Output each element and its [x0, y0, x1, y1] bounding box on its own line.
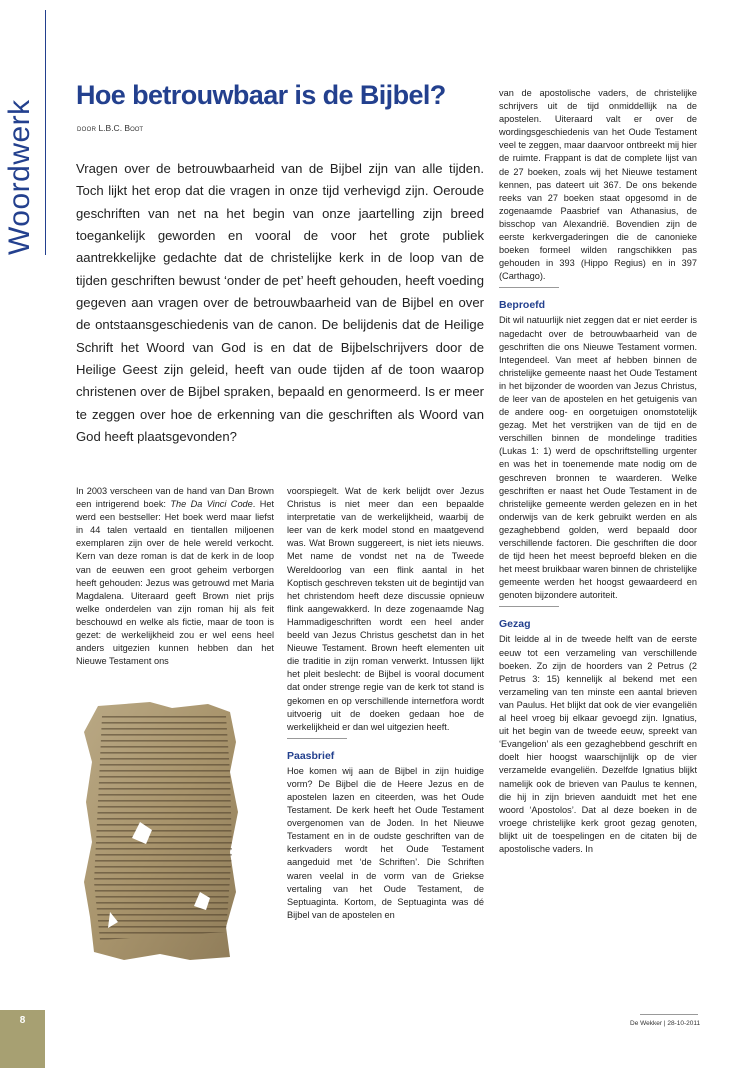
footer-rule: [640, 1014, 698, 1015]
book-title: The Da Vinci Code: [170, 499, 253, 510]
subheading-paasbrief: Paasbrief: [287, 749, 335, 762]
subheading-beproefd: Beproefd: [499, 299, 546, 312]
heading-rule: [499, 606, 559, 607]
col1-text-before: In 2003 verscheen van de hand van Dan Brown een intrigerend boek:: [76, 486, 274, 510]
column-2: [287, 485, 484, 922]
column-3-paragraph-2: Dit wil natuurlijk niet zeggen dat er niet eerder is nagedacht over de betrouwbaarheid van de geschriften die ons Nieuwe Testament vormen. Integendeel. Van meet af hebben binnen de christelijke gemeente naast het Oude Testament in het bijzonder de woorden van Jezus Christus, de leer van de apostelen en het getuigenis van de andere oog- en oorgetuigen onomstotelijk gezag. Met het verstrijken van de tijd en de verschillen binnen de mondelinge tradities (Lukas 1: 1) werd de opschriftstelling urgenter en was het in toenemende mate nodig om de geschreven bronnen te waarderen. Welke geschriften er naast het Oude Testament in de christelijke gemeente werden gelezen en in het onderwijs van de kerk gebruikt werden en als gezaghebbend golden, werd bepaald door verschillende factoren. Die geschriften die door de tijd heen het meest beproefd bleken en die het meest bruikbaar waren binnen de christelijke gemeente werden het hoogst gewaardeerd en genoten bijzondere autoriteit.: [499, 315, 697, 601]
page-number: 8: [19, 1015, 26, 1026]
section-rule: [45, 10, 46, 255]
papyrus-fragment-image: [80, 702, 240, 962]
subheading-gezag: Gezag: [499, 618, 531, 631]
heading-rule: [287, 738, 347, 739]
section-label: Woordwerk: [3, 99, 36, 255]
column-3-paragraph-1: van de apostolische vaders, de christelijke schrijvers uit de tijd onmiddellijk na de apostelen. Uiteraard valt er over de wordingsgeschiedenis van het Oude Testament veel te zeggen, maar daarvoor ontbreekt mij hier de ruimte. Frappant is dat de complete lijst van de 27 boeken, zoals wij het Nieuwe testament kennen, pas dateert uit 367. De ons bekende reeks van 27 boeken staat opgesomd in de zogenaamde Paasbrief van Athanasius, de bisschop van Alexandrië. Bovendien zijn de eerste kerkvergaderingen die de canonieke boeken formeel wilden rangschikken pas gehouden in 393 (Hippo Regius) en in 397 (Carthago).: [499, 88, 697, 282]
column-3: [499, 87, 697, 856]
footer-publication: De Wekker | 28-10-2011: [630, 1020, 701, 1027]
article-title: Hoe betrouwbaar is de Bijbel?: [76, 80, 446, 110]
column-3-paragraph-3: Dit leidde al in de tweede helft van de eerste eeuw tot een verzameling van verschillende boeken. Zo zijn de hoorders van 2 Petrus (2 Petrus 3: 15) kennelijk al bekend met een verzameling van ten minste een aantal brieven van Paulus. Het blijkt dat ook de vier evangeliën al heel vroeg bij elkaar gevoegd zijn. Ignatius, uit het begin van de tweede eeuw, spreekt van ‘Evangelion’ als een gezaghebbend geschrift en doelt hier hoogst waarschijnlijk op de vier verzamelde evangeliën. Dezelfde Ignatius blijkt namelijk ook de brieven van Paulus te kennen, die hij in zijn brieven aanduidt met het ene woord ‘Apostolos’. Dat al deze boeken in de vroege christelijke kerk groot gezag genoten, blijkt uit de toespelingen en de citaten bij de apostolische vaders. In: [499, 634, 697, 854]
column-1-paragraph: [76, 485, 274, 668]
byline: [77, 123, 143, 133]
byline-prefix: DOOR: [77, 127, 97, 133]
column-2-paragraph-2: Hoe komen wij aan de Bijbel in zijn huidige vorm? De Bijbel die de Heere Jezus en de apostelen lazen en citeerden, was het Oude Testament. De kerk heeft het Oude Testament overgenomen van de Joden. In het Nieuwe Testament en in de oudste geschriften van de kerkvaders wordt het Oude Testament aangeduid met ‘de Schriften’. Die Schriften waren veelal in de vorm van de Griekse vertaling van het Oude Testament, de Septuaginta. Kortom, de Septuaginta was dé Bijbel van de apostelen en: [287, 765, 484, 920]
col1-text-after: . Het werd een bestseller: Het boek werd maar liefst in 44 talen vertaald en tientallen miljoenen exemplaren zijn over de hele wereld verkocht. Kern van deze roman is dat de kerk in de loop van de eeuwen een groot geheim verborgen heeft gehouden: Jezus was getrouwd met Maria Magdalena. Uiteraard geeft Brown niet prijs welke onderdelen van zijn roman hij als feit beschouwd en welke als fictie, maar de toon is gezet: de werkelijkheid zou er wel eens heel anders uitgezien kunnen hebben dan het Nieuwe Testament ons: [76, 499, 275, 667]
byline-author: L.B.C. Boot: [98, 123, 144, 133]
intro-paragraph: Vragen over de betrouwbaarheid van de Bijbel zijn van alle tijden. Toch lijkt het erop dat die vragen in onze tijd verhevigd zijn. Oeroude geschriften van net na het begin van onze jaartelling zijn breed toegankelijk geworden en vooral de voor het grote publiek aantrekkelijke gedachte dat de christelijke kerk in de loop van de tijden geschriften bewust ‘onder de pet’ heeft gehouden, heeft voeding gegeven aan vragen over de betrouwbaarheid van de Bijbel en over de ontstaansgeschiedenis van de canon. De belijdenis dat de Heilige Schrift het Woord van God is en dat de Bijbelschrijvers door de Heilige Geest zijn geleid, heeft van oude tijden af de toon waarop christenen over de Bijbel spraken, bepaald en genormeerd. Is er meer te zeggen over hoe de erkenning van die geschriften als Woord van God heeft plaatsgevonden?: [76, 161, 484, 445]
heading-rule: [499, 287, 559, 288]
column-2-paragraph-1: voorspiegelt. Wat de kerk belijdt over Jezus Christus is niet meer dan een bepaalde interpretatie van de werkelijkheid, waarbij de leer van de kerk model stond en maatgevend was. Wat Brown suggereert, is niet iets nieuws. Met name de vondst net na de Tweede Wereldoorlog van een flink aantal in het Koptisch geschreven teksten uit de begintijd van het christendom heeft deze discussie opnieuw flink aangewakkerd. In deze zogenaamde Nag Hammadigeschriften wordt een heel ander beeld van Jezus Christus geschetst dan in het Nieuwe Testament. Brown heeft elementen uit die traditie in zijn roman verwerkt. Intussen lijkt het pleit beslecht: de Bijbel is vooral document dat onder strenge regie van de kerk tot stand is gekomen en op verschillende internetfora wordt uitvoerig uit de doeken gedaan hoe de werkelijkheid er dan wel uitgezien heeft.: [287, 486, 484, 732]
column-1: [76, 485, 274, 668]
